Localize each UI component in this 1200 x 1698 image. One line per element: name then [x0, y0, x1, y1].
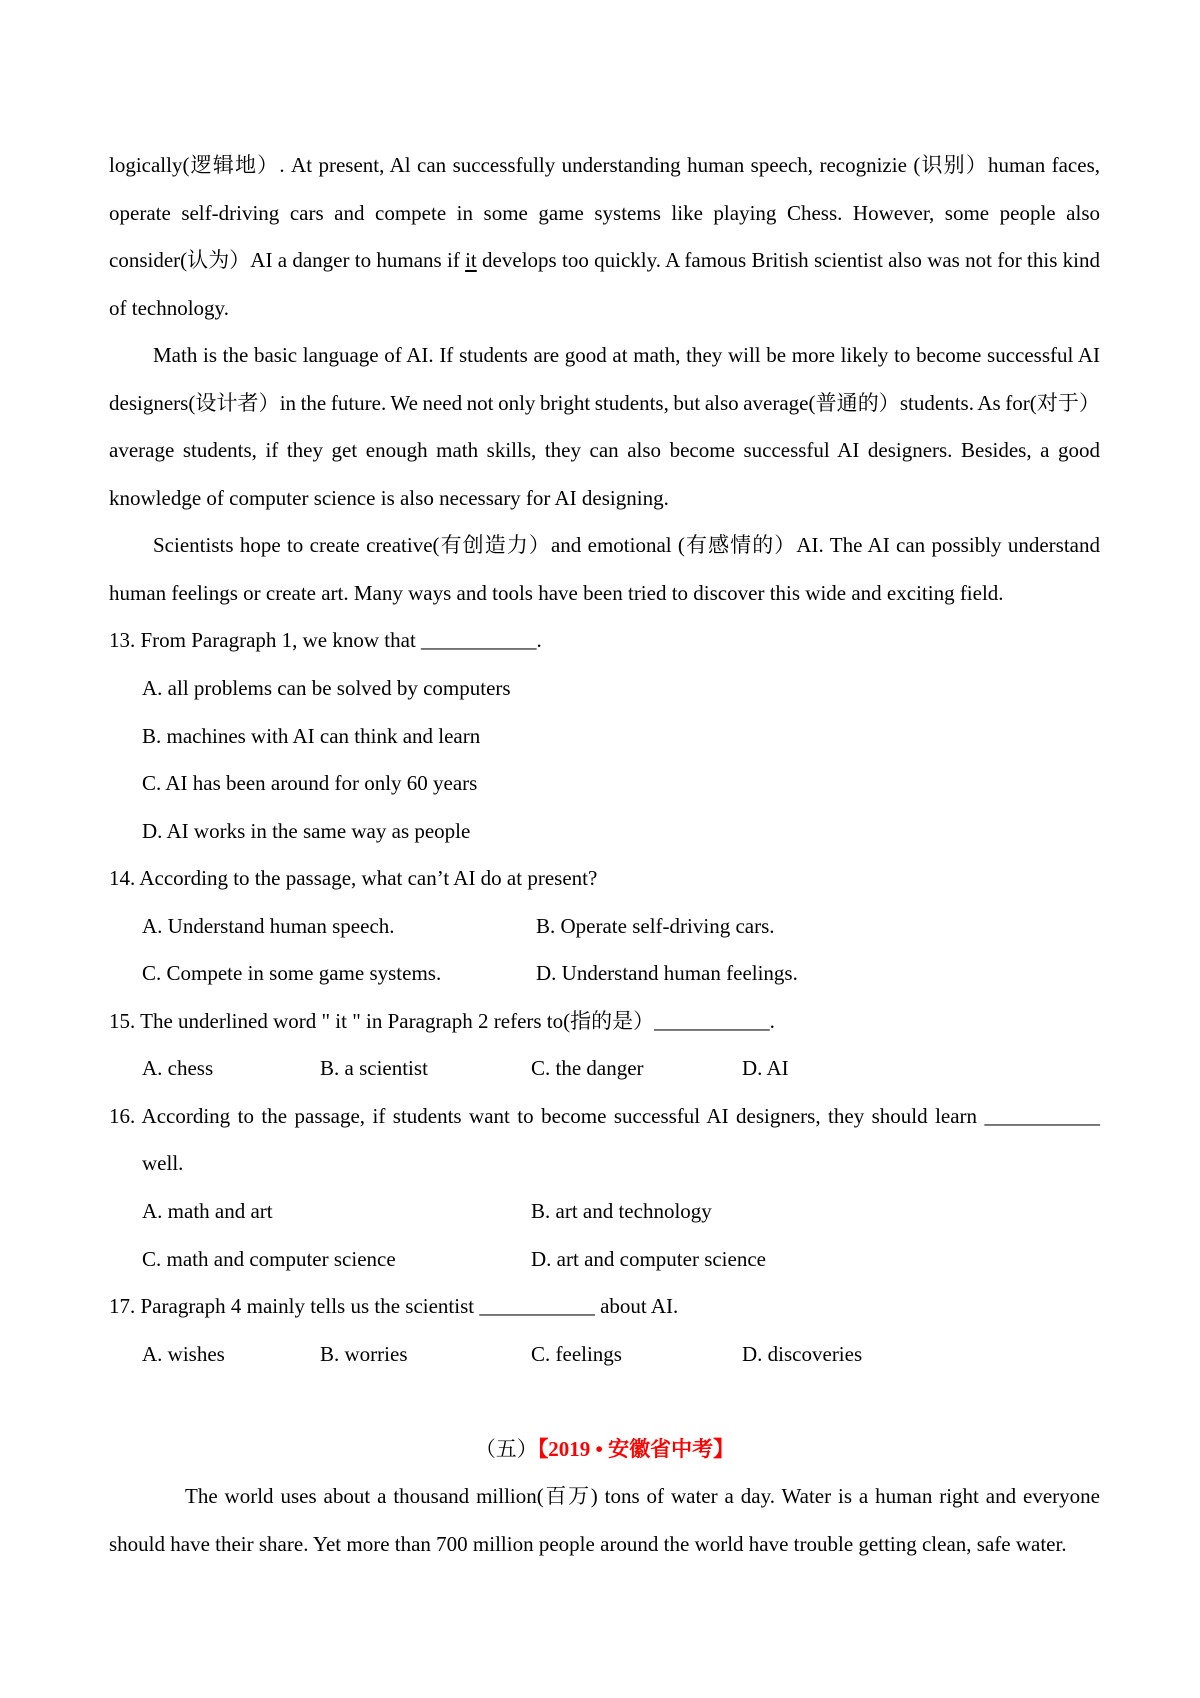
passage-line	[109, 237, 1100, 285]
passage-line: logically(逻辑地）. At present, Al can successfully understanding human speech, recognizie (识别）human faces,	[109, 153, 1100, 177]
passage-text: consider(认为）AI a danger to humans if	[109, 248, 466, 273]
question-16-option-b: B. art and technology	[531, 1199, 712, 1224]
question-17-stem: 17. Paragraph 4 mainly tells us the scientist ___________ about AI.	[109, 1294, 679, 1319]
question-14-option-b: B. Operate self-driving cars.	[536, 913, 775, 938]
question-15-option-c: C. the danger	[531, 1056, 644, 1081]
question-13	[109, 617, 1100, 855]
question-14-option-d: D. Understand human feelings.	[536, 961, 798, 986]
question-17-option-d: D. discoveries	[742, 1341, 863, 1366]
blank-spacer	[109, 1378, 1100, 1426]
question-14-option-c: C. Compete in some game systems.	[142, 961, 442, 986]
question-13-option-b: B. machines with AI can think and learn	[142, 723, 481, 748]
question-16	[109, 1093, 1100, 1283]
question-15-option-b: B. a scientist	[320, 1056, 428, 1081]
question-17-option-a: A. wishes	[142, 1341, 225, 1366]
question-14-options-row-2	[109, 950, 1100, 998]
question-15-option-a: A. chess	[142, 1056, 214, 1081]
passage-line: should have their share. Yet more than 700 million people around the world have trouble getting clean, safe water.	[109, 1531, 1067, 1556]
question-17-option-c: C. feelings	[531, 1341, 622, 1366]
question-14-option-a: A. Understand human speech.	[142, 913, 395, 938]
passage-4-paragraph-2	[109, 332, 1100, 522]
question-16-options-row-1	[109, 1188, 1100, 1236]
question-17	[109, 1283, 1100, 1378]
question-15-option-d: D. AI	[742, 1056, 789, 1081]
page-content	[109, 142, 1100, 1568]
question-16-option-d: D. art and computer science	[531, 1246, 766, 1271]
passage-line: operate self-driving cars and compete in some game systems like playing Chess. However, some people also	[109, 200, 1100, 225]
question-16-option-a: A. math and art	[142, 1199, 273, 1224]
passage-4-paragraph-3	[109, 522, 1100, 617]
section-number: （五）	[474, 1436, 538, 1461]
source-tag: 【2019 • 安徽省中考】	[537, 1436, 735, 1461]
question-16-option-c: C. math and computer science	[142, 1246, 396, 1271]
question-14-options-row-1	[109, 903, 1100, 951]
passage-text: develops too quickly. A famous British scientist also was not for this kind	[476, 248, 1100, 273]
question-13-option-c: C. AI has been around for only 60 years	[142, 771, 478, 796]
question-15-options-row	[109, 1045, 1100, 1093]
passage-5	[109, 1426, 1100, 1569]
question-16-options-row-2	[109, 1236, 1100, 1284]
passage-line: The world uses about a thousand million(百万) tons of water a day. Water is a human right and everyone	[185, 1484, 1100, 1509]
question-17-options-row	[109, 1331, 1100, 1379]
passage-line: of technology.	[109, 295, 229, 320]
passage-4	[109, 142, 1100, 617]
question-list	[109, 617, 1100, 1378]
question-16-stem: 16. According to the passage, if students want to become successful AI designers, they should learn ___________	[109, 1103, 1100, 1128]
question-14	[109, 855, 1100, 998]
section-heading	[109, 1426, 1100, 1474]
passage-line: knowledge of computer science is also necessary for AI designing.	[109, 485, 669, 510]
passage-line: average students, if they get enough math skills, they can also become successful AI designers. Besides, a good	[109, 438, 1100, 463]
passage-4-paragraph-1	[109, 142, 1100, 332]
passage-line: Scientists hope to create creative(有创造力）and emotional (有感情的）AI. The AI can possibly understand	[153, 533, 1100, 558]
underlined-word: it	[465, 248, 477, 273]
passage-line: human feelings or create art. Many ways and tools have been tried to discover this wide and exciting field.	[109, 580, 1004, 605]
question-16-stem-continued: well.	[142, 1151, 184, 1176]
question-13-stem: 13. From Paragraph 1, we know that ___________.	[109, 628, 542, 653]
question-13-option-a: A. all problems can be solved by computers	[142, 676, 511, 701]
passage-line: Math is the basic language of AI. If students are good at math, they will be more likely to become successful AI	[153, 343, 1100, 368]
question-15	[109, 998, 1100, 1093]
question-15-stem: 15. The underlined word " it " in Paragraph 2 refers to(指的是）___________.	[109, 1008, 775, 1033]
question-17-option-b: B. worries	[320, 1341, 408, 1366]
question-13-option-d: D. AI works in the same way as people	[142, 818, 471, 843]
passage-line: designers(设计者）in the future. We need not only bright students, but also average(普通的）students. As for(对于）	[109, 390, 1100, 415]
passage-5-paragraph-1	[109, 1473, 1100, 1568]
question-14-stem: 14. According to the passage, what can’t AI do at present?	[109, 866, 598, 891]
